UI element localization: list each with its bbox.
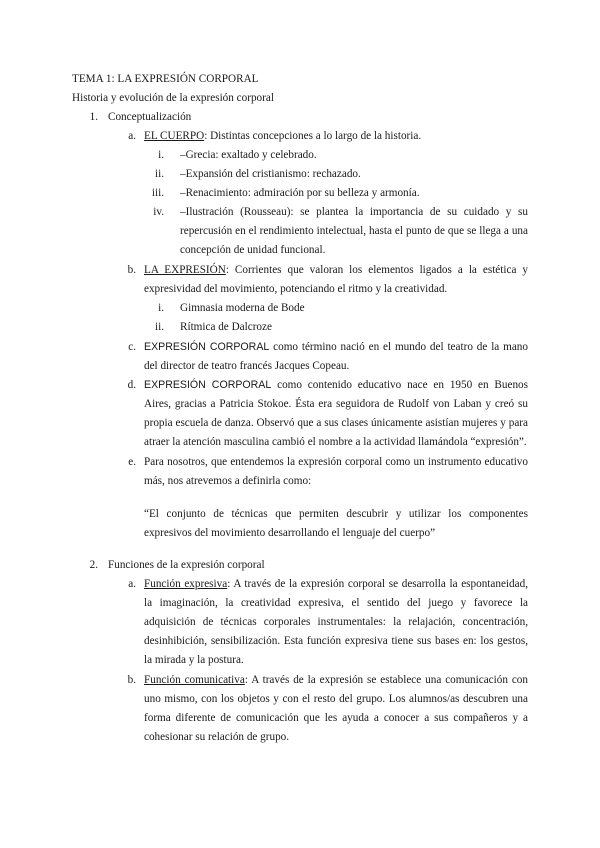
list-item <box>144 261 528 299</box>
item-text: como término nació en el mundo del teatro de la mano del director de teatro francés Jacques Copeau. <box>144 341 528 372</box>
item-text: : A través de la expresión se establece una comunicación con uno mismo, con los objetos y con el resto del grupo. Los alumnos/as descubren una forma diferente de comunicación que les ayuda a conocer a sus compañeros y a cohesionar su relación de grupo. <box>144 674 528 743</box>
section-heading: Funciones de la expresión corporal <box>108 559 265 571</box>
document-subtitle: Historia y evolución de la expresión corporal <box>72 92 274 104</box>
list-item: Para nosotros, que entendemos la expresión corporal como un instrumento educativo más, nos atrevemos a definirla como: <box>144 456 528 487</box>
list-marker: iv. <box>153 206 164 218</box>
item-lead: Función expresiva <box>144 578 228 590</box>
item-text: : Corrientes que valoran los elementos ligados a la estética y expresividad del movimiento, potenciando el ritmo y la creatividad. <box>144 264 528 295</box>
list-subitem: –Ilustración (Rousseau): se plantea la importancia de su cuidado y su repercusión en el rendimiento intelectual, hasta el punto de que se llega a una concepción de unidad funcional. <box>180 206 528 256</box>
section-number: 2. <box>89 559 98 571</box>
list-marker: e. <box>128 456 136 468</box>
list-subitem: –Expansión del cristianismo: rechazado. <box>180 168 361 180</box>
list-marker: c. <box>128 341 136 353</box>
list-marker: a. <box>128 130 136 142</box>
list-marker: iii. <box>151 187 164 199</box>
section-number: 1. <box>89 111 98 123</box>
item-lead: Función comunicativa <box>144 674 245 686</box>
list-subitem: Rítmica de Dalcroze <box>180 321 272 333</box>
list-marker: ii. <box>154 168 164 180</box>
definition-quote: “El conjunto de técnicas que permiten descubrir y utilizar los componentes expresivos del movimiento desarrollando el lenguaje del cuerpo” <box>144 508 528 539</box>
list-marker: ii. <box>154 321 164 333</box>
list-marker: a. <box>128 578 136 590</box>
list-marker: i. <box>158 149 164 161</box>
item-text: : A través de la expresión corporal se desarrolla la espontaneidad, la imaginación, la creatividad expresiva, el sentido del juego y favorece la adquisición de técnicas corporales instrumentales: la relajación, concentración, desinhibición, sensibilización. Esta función expresiva tiene sus bases en: los gestos, la mirada y la postura. <box>144 578 528 666</box>
list-subitem: –Renacimiento: admiración por su belleza y armonía. <box>180 187 420 199</box>
list-item <box>144 671 528 747</box>
list-item <box>144 338 528 376</box>
list-marker: b. <box>127 674 136 686</box>
section-heading: Conceptualización <box>108 111 192 123</box>
item-lead: EL CUERPO <box>144 130 205 142</box>
item-lead: EXPRESIÓN CORPORAL <box>144 341 270 353</box>
list-marker: d. <box>127 379 136 391</box>
list-marker: i. <box>158 302 164 314</box>
item-lead: EXPRESIÓN CORPORAL <box>144 379 272 391</box>
item-lead: LA EXPRESIÓN <box>144 264 226 276</box>
list-item <box>144 376 528 452</box>
list-item <box>144 127 421 146</box>
list-marker: b. <box>127 264 136 276</box>
list-item <box>144 575 528 670</box>
item-text: : Distintas concepciones a lo largo de la historia. <box>204 130 422 142</box>
list-subitem: Gimnasia moderna de Bode <box>180 302 305 314</box>
item-text: como contenido educativo nace en 1950 en Buenos Aires, gracias a Patricia Stokoe. Ésta era seguidora de Rudolf von Laban y creó su propia escuela de danza. Observó que a sus clases únicamente asistían mujeres y para atraer la atención masculina cambió el nombre a la actividad llamándola “expresión”. <box>144 379 528 448</box>
list-subitem: –Grecia: exaltado y celebrado. <box>180 149 317 161</box>
document-title: TEMA 1: LA EXPRESIÓN CORPORAL <box>72 73 259 85</box>
